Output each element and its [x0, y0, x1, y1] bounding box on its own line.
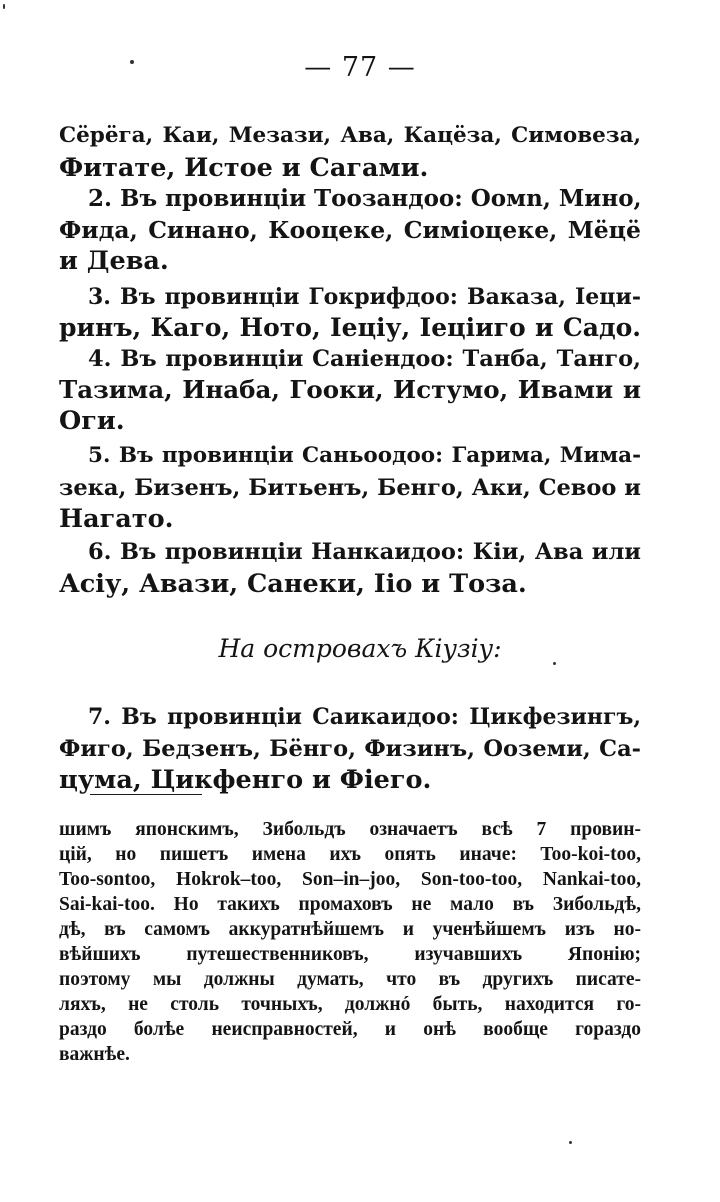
- body-line: ринъ, Каго, Ното, Іецiу, Іецiиго и Садо.: [59, 313, 641, 342]
- print-speck: [130, 60, 134, 64]
- body-line: Фида, Синано, Кооцеке, Симіоцеке, Мёцё: [59, 216, 641, 244]
- body-line: Фитате, Истое и Сагами.: [59, 153, 429, 183]
- body-line: 5. Въ провинціи Саньоодоо: Гарима, Мима-: [88, 443, 641, 468]
- page-number: — 77 —: [304, 52, 416, 83]
- body-line: 6. Въ провинціи Нанкаидоо: Кіи, Ава или: [88, 539, 641, 565]
- footnote-line: шимъ японскимъ, Зибольдъ означаетъ всѣ 7 провин-: [59, 819, 641, 840]
- body-line: Нагато.: [59, 504, 174, 534]
- footnote-line: дѣ, въ самомъ аккуратнѣйшемъ и ученѣйшемъ изъ но-: [59, 919, 641, 940]
- footnote-line: Too-sontoo, Hokrok–too, Son–in–joo, Son-too-too, Nankai-too,: [59, 869, 641, 890]
- footnote-divider: [90, 794, 202, 795]
- body-line: и Дева.: [59, 246, 169, 276]
- body-line: Сёрёга, Каи, Мезази, Ава, Кацёза, Симовеза,: [59, 123, 641, 148]
- footnote-line: Sai-kai-too. Но такихъ промаховъ не мало въ Зибольдѣ,: [59, 894, 641, 915]
- print-speck: [569, 1141, 572, 1144]
- body-line: Оги.: [59, 406, 125, 436]
- body-line: цума, Цикфенго и Фіего.: [59, 765, 432, 795]
- body-line: 3. Въ провинціи Гокрифдоо: Ваказа, Іеци-: [88, 284, 641, 310]
- body-line: Тазима, Инаба, Гооки, Истумо, Ивами и: [59, 375, 641, 404]
- body-line: 2. Въ провинціи Тоозандоо: Оомn, Мино,: [88, 185, 642, 212]
- body-line: зека, Бизенъ, Битьенъ, Бенго, Аки, Севоо и: [59, 475, 641, 501]
- print-speck: [553, 662, 556, 665]
- body-line: Асiу, Авази, Санеки, Іiо и Тоза.: [59, 569, 527, 599]
- footnote-line: ляхъ, не столь точныхъ, должнó быть, находится го-: [59, 994, 641, 1015]
- print-speck: [3, 4, 5, 9]
- body-line: Фиго, Бедзенъ, Бёнго, Физинъ, Ооземи, Са-: [59, 736, 641, 762]
- section-heading: На островахъ Кiузiу:: [218, 634, 502, 663]
- body-line: 7. Въ провинціи Саикаидоо: Цикфезингъ,: [88, 704, 641, 730]
- footnote-line: вѣйшихъ путешественниковъ, изучавшихъ Японію;: [59, 944, 641, 965]
- body-line: 4. Въ провинціи Саніендоо: Танба, Танго,: [88, 346, 641, 372]
- footnote-line: важнѣе.: [59, 1044, 130, 1065]
- footnote-line: поэтому мы должны думать, что въ другихъ писате-: [59, 969, 641, 990]
- footnote-line: раздо болѣе неисправностей, и онѣ вообще гораздо: [59, 1019, 641, 1040]
- footnote-line: цій, но пишетъ имена ихъ опять иначе: Too-koi-too,: [59, 844, 641, 865]
